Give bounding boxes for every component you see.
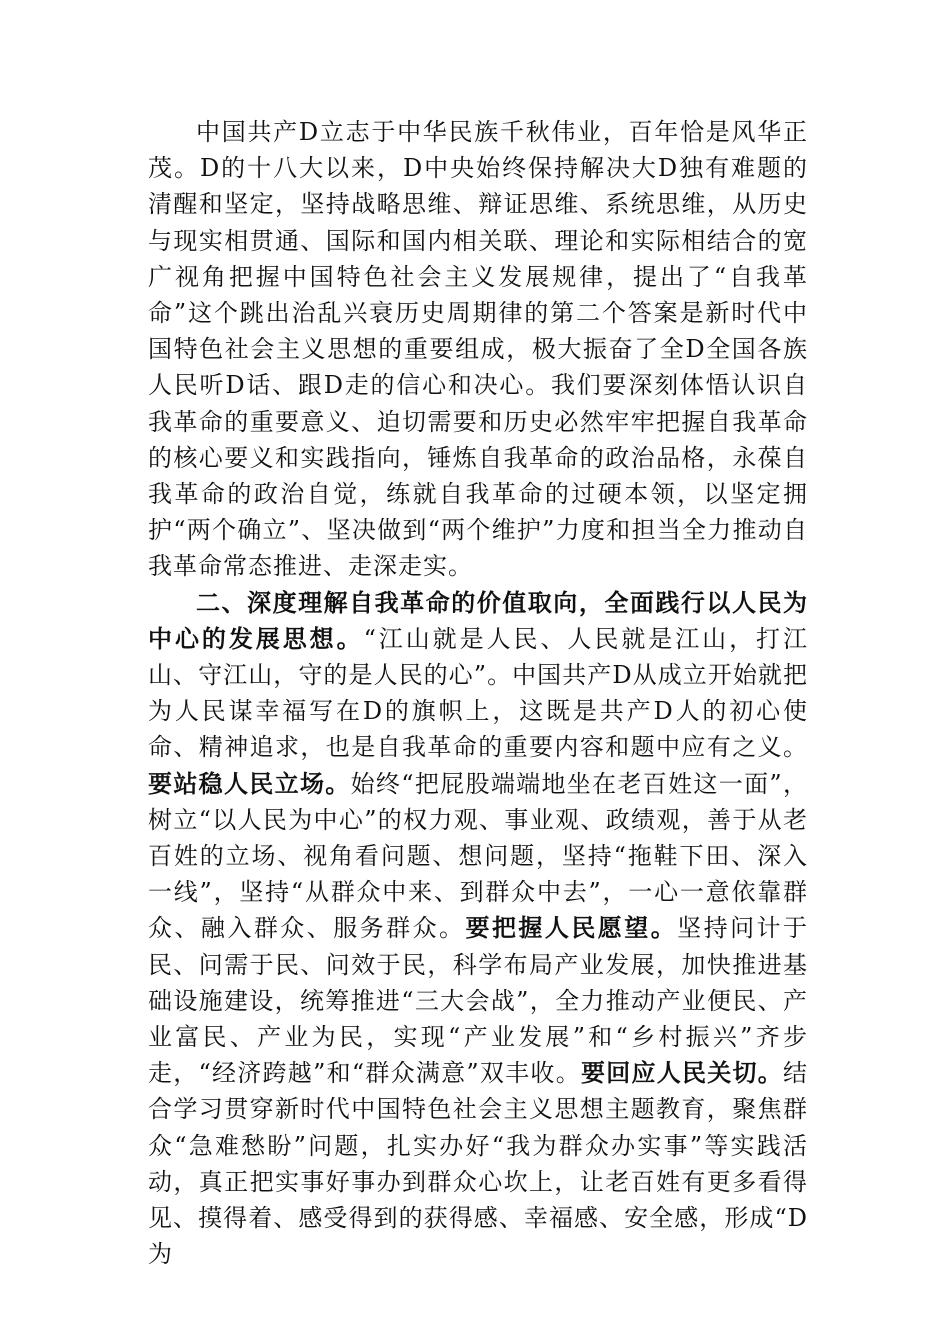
paragraph-1 — [148, 114, 808, 585]
key-point-grasp-wishes: 要把握人民愿望。 — [465, 913, 678, 943]
paragraph-2-text-d: 结合学习贯穿新时代中国特色社会主义思想主题教育，聚焦群众“急难愁盼”问题，扎实办好“我为群众办实事”等实践活动，真正把实事好事办到群众心坎上，让老百姓有更多看得见、摸得着、感受得到的获得感、幸福感、安全感，形成“D为 — [148, 1059, 809, 1269]
paragraph-2-text-b: 始终“把屁股端端地坐在老百姓这一面”，树立“以人民为中心”的权力观、事业观、政绩观，善于从老百姓的立场、视角看问题、想问题，坚持“拖鞋下田、深入一线”，坚持“从群众中来、到群众中去”，一心一意依靠群众、融入群众、服务群众。 — [148, 769, 808, 943]
paragraph-2-text-a: “江山就是人民、人民就是江山，打江山、守江山，守的是人民的心”。中国共产D从成立开始就把为人民谋幸福写在D的旗帜上，这既是共产D人的初心使命、精神追求，也是自我革命的重要内容和题中应有之义。 — [148, 624, 808, 762]
document-body — [148, 114, 808, 1273]
key-point-stand-firm: 要站稳人民立场。 — [148, 768, 351, 798]
section-heading-2: 二、深度理解自我革命的价值取向，全面践行以人民为中心的发展思想。 — [148, 587, 808, 653]
paragraph-1-text: 中国共产D立志于中华民族千秋伟业，百年恰是风华正茂。D的十八大以来，D中央始终保持解决大D独有难题的清醒和坚定，坚持战略思维、辩证思维、系统思维，从历史与现实相贯通、国际和国内相关联、理论和实际相结合的宽广视角把握中国特色社会主义发展规律，提出了“自我革命”这个跳出治乱兴衰历史周期律的第二个答案是新时代中国特色社会主义思想的重要组成，极大振奋了全D全国各族人民听D话、跟D走的信心和决心。我们要深刻体悟认识自我革命的重要意义、迫切需要和历史必然牢牢把握自我革命的核心要义和实践指向，锤炼自我革命的政治品格，永葆自我革命的政治自觉，练就自我革命的过硬本领，以坚定拥护“两个确立”、坚决做到“两个维护”力度和担当全力推动自我革命常态推进、走深走实。 — [148, 118, 808, 581]
key-point-respond-concerns: 要回应人民关切。 — [580, 1058, 784, 1088]
paragraph-2-text-c: 坚持问计于民、问需于民、问效于民，科学布局产业发展，加快推进基础设施建设，统筹推进“三大会战”，全力推动产业便民、产业富民、产业为民，实现“产业发展”和“乡村振兴”齐步走，“经济跨越”和“群众满意”双丰收。 — [148, 914, 809, 1088]
paragraph-2 — [148, 585, 808, 1273]
